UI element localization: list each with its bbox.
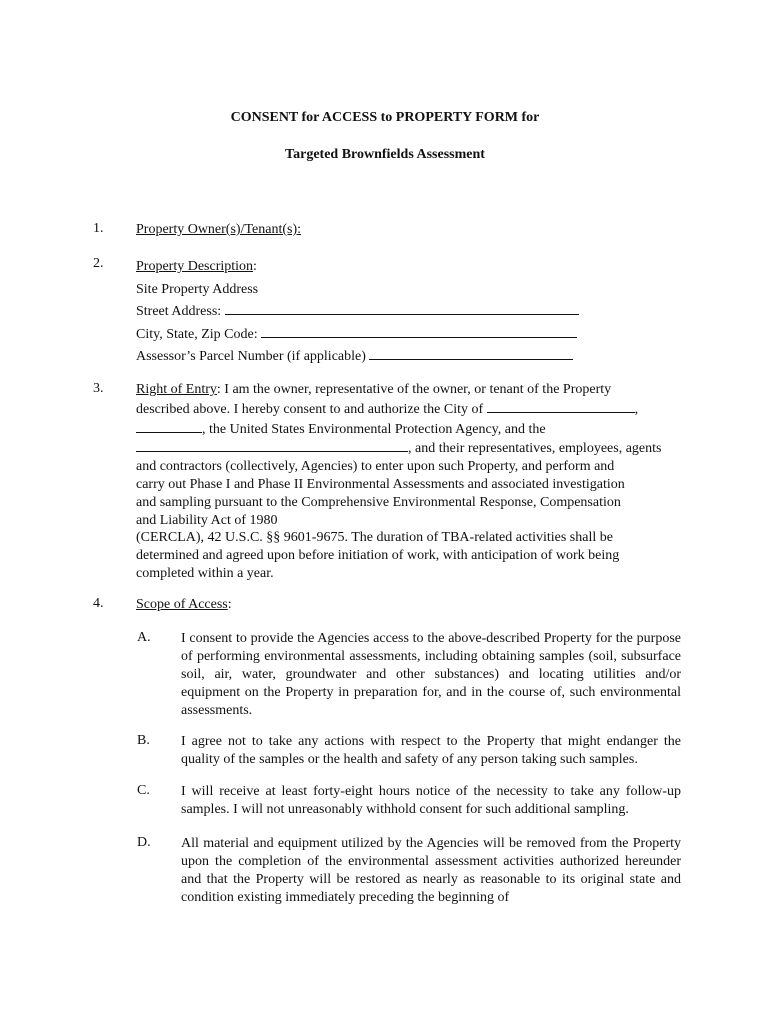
owner-section	[136, 221, 681, 239]
parcel-number-field[interactable]	[369, 346, 573, 360]
scope-letter-b: B.	[137, 733, 150, 748]
right-of-entry-section: Right of Entry: I am the owner, representative of the owner, or tenant of the Property described above. I hereby consent to and authorize the City of , , the United States Environmental Protection Agency, and the , and their representatives, employees, agents and contractors (collectively, Agencies) to enter upon such Property, and perform and carry out Phase I and Phase II Environmental Assessments and associated investigation and sampling pursuant to the Comprehensive Environmental Response, Compensation and Liability Act of 1980 (CERCLA), 42 U.S.C. §§ 9601-9675. The duration of TBA-related activities shall be determined and agreed upon before initiation of work, with anticipation of work being completed within a year.	[136, 382, 662, 581]
item-number-2: 2.	[93, 256, 104, 271]
right-of-entry-label: Right of Entry	[136, 382, 217, 397]
item-number-1: 1.	[93, 221, 104, 236]
form-title: CONSENT for ACCESS to PROPERTY FORM for	[230, 110, 540, 125]
scope-clause-a: I consent to provide the Agencies access to the above-described Property for the purpose of performing environmental assessments, including obtaining samples (soil, subsurface soil, air, water, groundwater and other substances) and locating utilities and/or equipment on the Property in preparation for, and in the course of, such environmental assessments.	[181, 631, 681, 718]
city-name-field[interactable]	[487, 399, 635, 413]
item-number-4: 4.	[93, 596, 104, 611]
city-state-zip-label: City, State, Zip Code:	[136, 326, 258, 342]
item-number-3: 3.	[93, 381, 104, 396]
property-description-section: Property Description: Site Property Address Street Address: City, State, Zip Code: Assessor’s Parcel Number (if applicable)	[136, 256, 681, 369]
property-description-label: Property Description	[136, 259, 254, 274]
scope-letter-c: C.	[137, 783, 150, 798]
scope-clause-d: All material and equipment utilized by the Agencies will be removed from the Property upon the completion of the environmental assessment activities authorized hereunder and that the Property will be restored as nearly as reasonable to its original state and condition existing immediately preceding the beginning of	[181, 836, 681, 905]
street-address-field[interactable]	[225, 301, 579, 315]
scope-letter-d: D.	[137, 835, 151, 850]
street-address-label: Street Address:	[136, 304, 222, 319]
scope-letter-a: A.	[137, 630, 151, 645]
agency-name-field[interactable]	[136, 438, 408, 452]
form-subtitle: Targeted Brownfields Assessment	[285, 147, 485, 162]
state-name-field[interactable]	[136, 419, 202, 433]
city-state-zip-field[interactable]	[261, 324, 577, 338]
parcel-number-label: Assessor’s Parcel Number (if applicable)	[136, 349, 366, 364]
scope-of-access-label: Scope of Access	[136, 597, 228, 612]
site-address-label: Site Property Address	[136, 281, 259, 297]
scope-clause-c: I will receive at least forty-eight hours notice of the necessity to take any follow-up samples. I will not unreasonably withhold consent for such additional sampling.	[181, 784, 681, 817]
owner-label: Property Owner(s)/Tenant(s):	[136, 222, 302, 237]
scope-of-access-section: Scope of Access:	[136, 597, 232, 612]
scope-clause-b: I agree not to take any actions with respect to the Property that might endanger the quality of the samples or the health and safety of any person taking such samples.	[181, 734, 681, 767]
